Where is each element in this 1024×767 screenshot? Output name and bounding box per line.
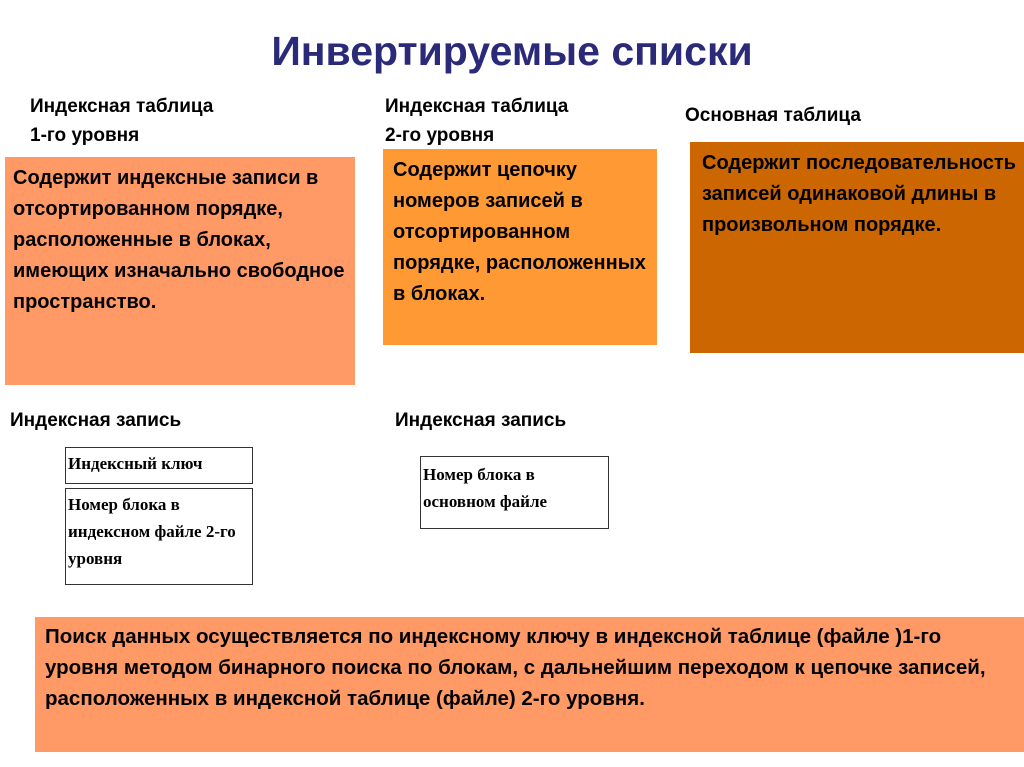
- main-description-box: Содержит последовательность записей одинаковой длины в произвольном порядке.: [690, 142, 1024, 353]
- level2-heading-line1: Индексная таблица: [385, 96, 569, 117]
- level2-heading: [385, 92, 568, 150]
- index-key-field: Индексный ключ: [65, 447, 253, 484]
- main-table-heading: Основная таблица: [685, 105, 861, 126]
- index-record-label-2: Индексная запись: [395, 410, 567, 431]
- level2-block-number-field: Номер блока в индексном файле 2-го уровня: [65, 488, 253, 585]
- level1-description-box: Содержит индексные записи в отсортированном порядке, расположенные в блоках, имеющих изначально свободное пространство.: [5, 157, 355, 385]
- search-summary-box: Поиск данных осуществляется по индексному ключу в индексной таблице (файле )1-го уровня методом бинарного поиска по блокам, с дальнейшим переходом к цепочке записей, расположенных в индексной таблице (файле) 2-го уровня.: [35, 617, 1024, 752]
- index-record-label-1: Индексная запись: [10, 410, 182, 431]
- main-block-number-field: Номер блока в основном файле: [420, 456, 609, 529]
- level1-heading-line2: 1-го уровня: [30, 125, 140, 146]
- level2-heading-line2: 2-го уровня: [385, 125, 495, 146]
- slide-title: Инвертируемые списки: [271, 28, 753, 74]
- level1-heading: [30, 92, 213, 150]
- level1-heading-line1: Индексная таблица: [30, 96, 214, 117]
- level2-description-box: Содержит цепочку номеров записей в отсортированном порядке, расположенных в блоках.: [383, 149, 657, 345]
